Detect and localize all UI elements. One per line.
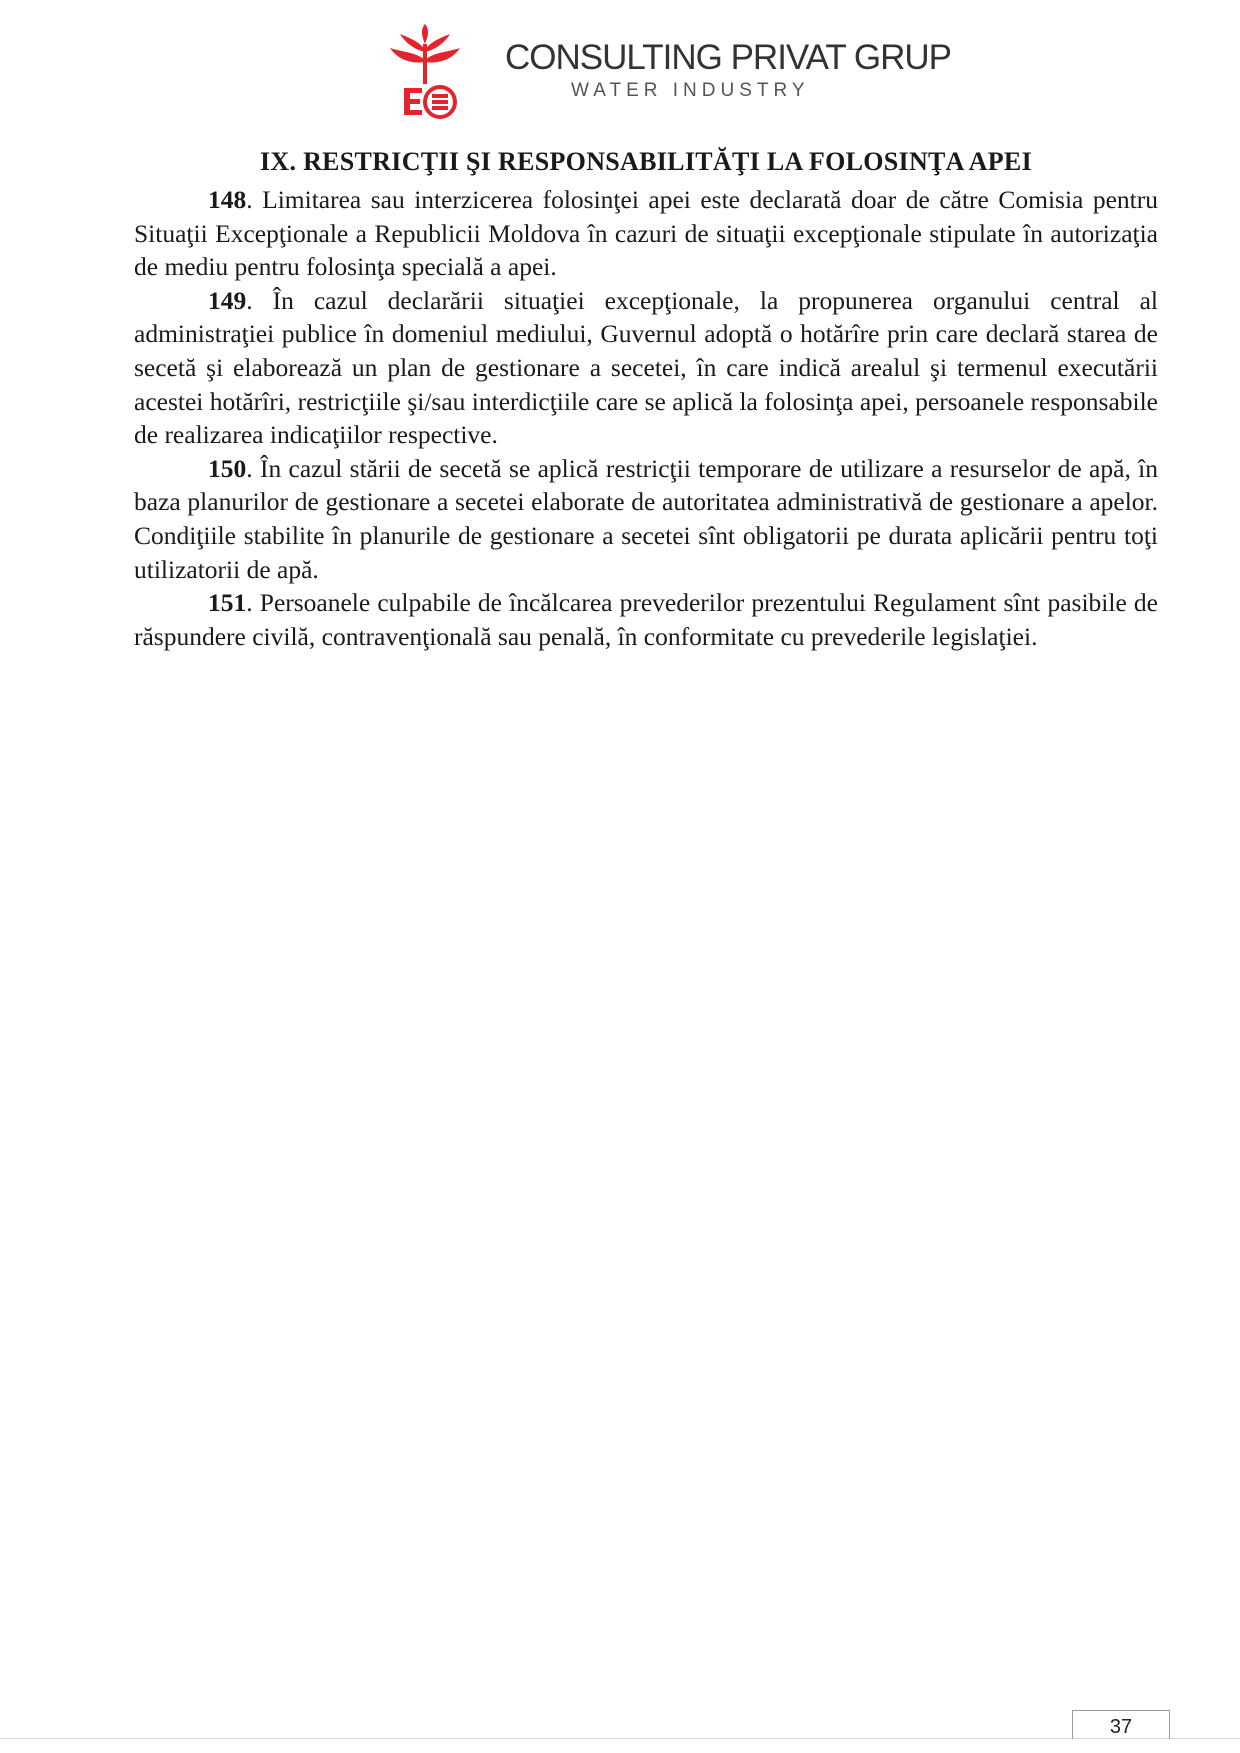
brand-tagline: WATER INDUSTRY (571, 80, 810, 101)
paragraph-number: 148 (208, 185, 247, 214)
paragraph-149 (134, 284, 1158, 452)
plant-water-drop-logo-icon (380, 22, 470, 122)
paragraph-148 (134, 183, 1158, 284)
brand (505, 38, 951, 102)
paragraph-text: . Limitarea sau interzicerea folosinţei apei este declarată doar de către Comisia pentru Situaţii Excepţionale a Republicii Moldova în cazuri de situaţii excepţionale stipulate în autorizaţia de mediu pentru folosinţa specială a apei. (134, 185, 1158, 282)
paragraph-150 (134, 452, 1158, 586)
paragraph-number: 150 (208, 453, 247, 483)
paragraph-number: 149 (208, 285, 247, 315)
paragraph-151 (134, 586, 1158, 653)
document-body (134, 145, 1158, 653)
page-number: 37 (1072, 1710, 1170, 1739)
footer-divider (0, 1738, 1240, 1739)
brand-name: CONSULTING PRIVAT GRUP (505, 38, 952, 77)
page-header (380, 22, 952, 122)
section-title: IX. RESTRICŢII ŞI RESPONSABILITĂŢI LA FOLOSINŢA APEI (259, 147, 1032, 176)
paragraph-number: 151 (208, 588, 247, 618)
paragraph-text: . În cazul stării de secetă se aplică restricţii temporare de utilizare a resurselor de apă, în baza planurilor de gestionare a secetei elaborate de autoritatea administrativă de gestionare a apelor. Condiţiile stabilite în planurile de gestionare a secetei sînt obligatorii pe durata aplicării pentru toţi utilizatorii de apă. (134, 453, 1158, 584)
paragraph-text: . Persoanele culpabile de încălcarea prevederilor prezentului Regulament sînt pasibile de răspundere civilă, contravenţională sau penală, în conformitate cu prevederile legislaţiei. (134, 588, 1158, 651)
paragraph-text: . În cazul declarării situaţiei excepţionale, la propunerea organului central al administraţiei publice în domeniul mediului, Guvernul adoptă o hotărîre prin care declară starea de secetă şi elaborează un plan de gestionare a secetei, în care indică arealul şi termenul executării acestei hotărîri, restricţiile şi/sau interdicţiile care se aplică la folosinţa apei, persoanele responsabile de realizarea indicaţiilor respective. (134, 285, 1158, 450)
